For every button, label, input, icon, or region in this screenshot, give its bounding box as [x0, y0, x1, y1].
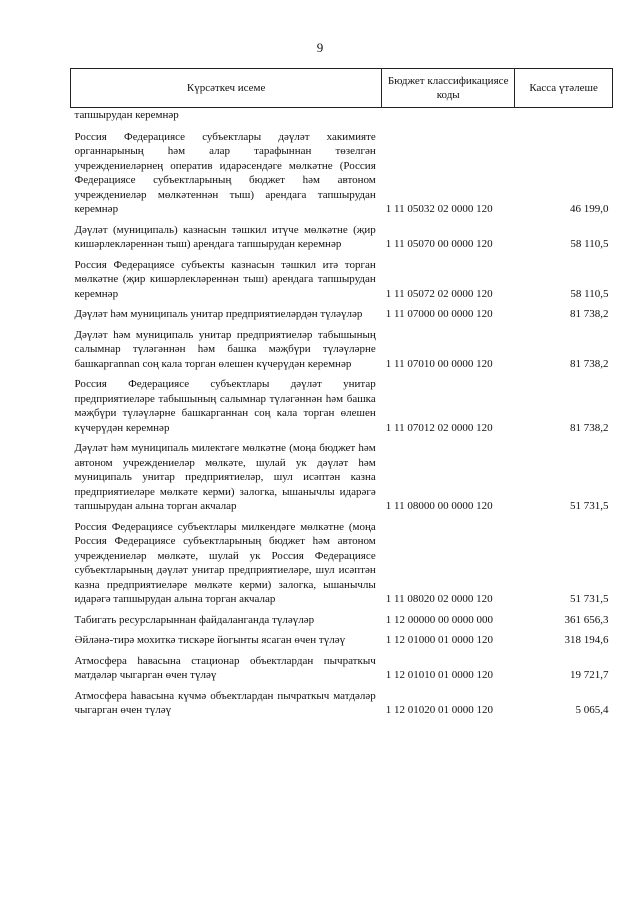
row-code: 1 11 05072 02 0000 120: [385, 287, 493, 300]
row-code: 1 11 07000 00 0000 120: [385, 308, 493, 320]
row-code: 1 11 07010 00 0000 120: [385, 357, 493, 370]
budget-table: [70, 68, 613, 721]
row-name: Дәүләт (муниципаль) казнасын тәшкил итүче мөлкәтне (җир кишәрлекләреннән тыш) арендага тапшырудан керемнәр: [74, 223, 376, 250]
header-code: Бюджет классификациясе коды: [382, 69, 515, 108]
row-amount: 318 194,6: [564, 634, 609, 646]
row-code: 1 11 05070 00 0000 120: [385, 238, 493, 250]
table-row: [71, 630, 613, 651]
row-code: 1 11 08000 00 0000 120: [385, 500, 493, 512]
row-amount: 81 738,2: [570, 421, 609, 434]
table-row: [71, 438, 613, 517]
row-code: 1 12 01010 01 0000 120: [385, 669, 493, 681]
table-row: [71, 325, 613, 375]
row-name: Россия Федерациясе субъектлары милкендәге мөлкәтне (моңа Россия Федерациясе субъектларының бюджет һәм автоном учреждениеләр мөлкәте, шулай ук Россия Федерациясе субъектларының дәүләт унитар предприятиеләре, шул исәптән казна предприятиеләре мөлкәте керми) залогка, ышанычлы идарәгә тапшырудан алына торган акчалар: [74, 520, 376, 605]
row-name: Әйләнә-тирә мохиткә тискәре йогынты ясаган өчен түләү: [74, 634, 346, 646]
row-amount: 361 656,3: [564, 613, 609, 626]
row-code: 1 12 01000 01 0000 120: [385, 634, 493, 646]
row-name: Россия Федерациясе субъектлары дәүләт хакимияте органнарының һәм алар тарафыннан төзелгән учреждениеләрнең оператив идарәсендәге мөлкәтне (Россия Федерациясе субъектларының бюджет һәм автоном учреждениеләр мөлкәтеннән тыш) арендага тапшырудан керемнәр: [74, 130, 376, 215]
row-code: 1 11 07012 02 0000 120: [385, 421, 493, 434]
row-name: Россия Федерациясе субъекты казнасын тәшкил итә торган мөлкәтне (җир кишәрлекләреннән тыш) арендага тапшырудан керемнәр: [74, 258, 376, 300]
row-amount: 5 065,4: [575, 704, 609, 716]
row-name: Табигать ресурсларыннан файдаланганда түләүләр: [74, 613, 315, 626]
row-name: Дәүләт һәм муниципаль унитар предприятиеләр табышының салымнар түләгәннән һәм башка мәҗбүри түләүләрне башкаргannan соң кала торган өлешен күчерүдән керемнәр: [74, 328, 376, 370]
table-row: [71, 610, 613, 631]
row-amount: 58 110,5: [570, 238, 609, 250]
row-name: Дәүләт һәм муниципаль милектәге мөлкәтне (моңа бюджет һәм автоном учреждениеләр мөлкәте, шулай ук дәүләт һәм муниципаль унитар предприятиеләр, шул исәптән казна предприятиеләре мөлкәте керми) залогка, ышанычлы идарәгә тапшырудан алына торган акчалар: [74, 442, 376, 512]
row-amount: 58 110,5: [570, 287, 609, 300]
row-name: Россия Федерациясе субъектлары дәүләт унитар предприятиеләре табышының салымнар түләгәннән һәм башка мәҗбүри түләүләрне башкарганнан соң кала торган өлешен күчерүдән керемнәр: [74, 378, 376, 434]
header-name: Күрсәткеч исеме: [71, 69, 382, 108]
row-name: Атмосфера һавасына стационар объектлардан пычраткыч матдәләр чыгарган өчен түләү: [74, 654, 376, 681]
row-code: 1 12 00000 00 0000 000: [385, 613, 493, 626]
page-number: 9: [316, 40, 324, 55]
table-row: [71, 220, 613, 255]
table-row: [71, 255, 613, 305]
row-amount: 46 199,0: [570, 203, 609, 215]
table-row: [71, 374, 613, 438]
table-row: [71, 517, 613, 610]
row-name: Дәүләт һәм муниципаль унитар предприятиеләрдән түләүләр: [74, 308, 363, 320]
row-name: Атмосфера һавасына күчмә объектлардан пычраткыч матдәләр чыгарган өчен түләү: [74, 689, 376, 716]
table-row: [71, 127, 613, 220]
table-row: [71, 304, 613, 325]
row-code: 1 11 08020 02 0000 120: [385, 593, 493, 605]
row-amount: 81 738,2: [570, 357, 609, 370]
table-header-row: [71, 69, 613, 108]
row-code: 1 11 05032 02 0000 120: [385, 203, 493, 215]
row-amount: 19 721,7: [570, 669, 609, 681]
continuation-row: [71, 108, 613, 127]
continuation-text: тапшырудан керемнәр: [74, 109, 179, 121]
row-amount: 81 738,2: [570, 308, 609, 320]
row-amount: 51 731,5: [570, 500, 609, 512]
row-amount: 51 731,5: [570, 593, 609, 605]
row-code: 1 12 01020 01 0000 120: [385, 704, 493, 716]
table-row: [71, 686, 613, 721]
table-row: [71, 651, 613, 686]
header-amount: Касса үтәлеше: [515, 69, 613, 108]
